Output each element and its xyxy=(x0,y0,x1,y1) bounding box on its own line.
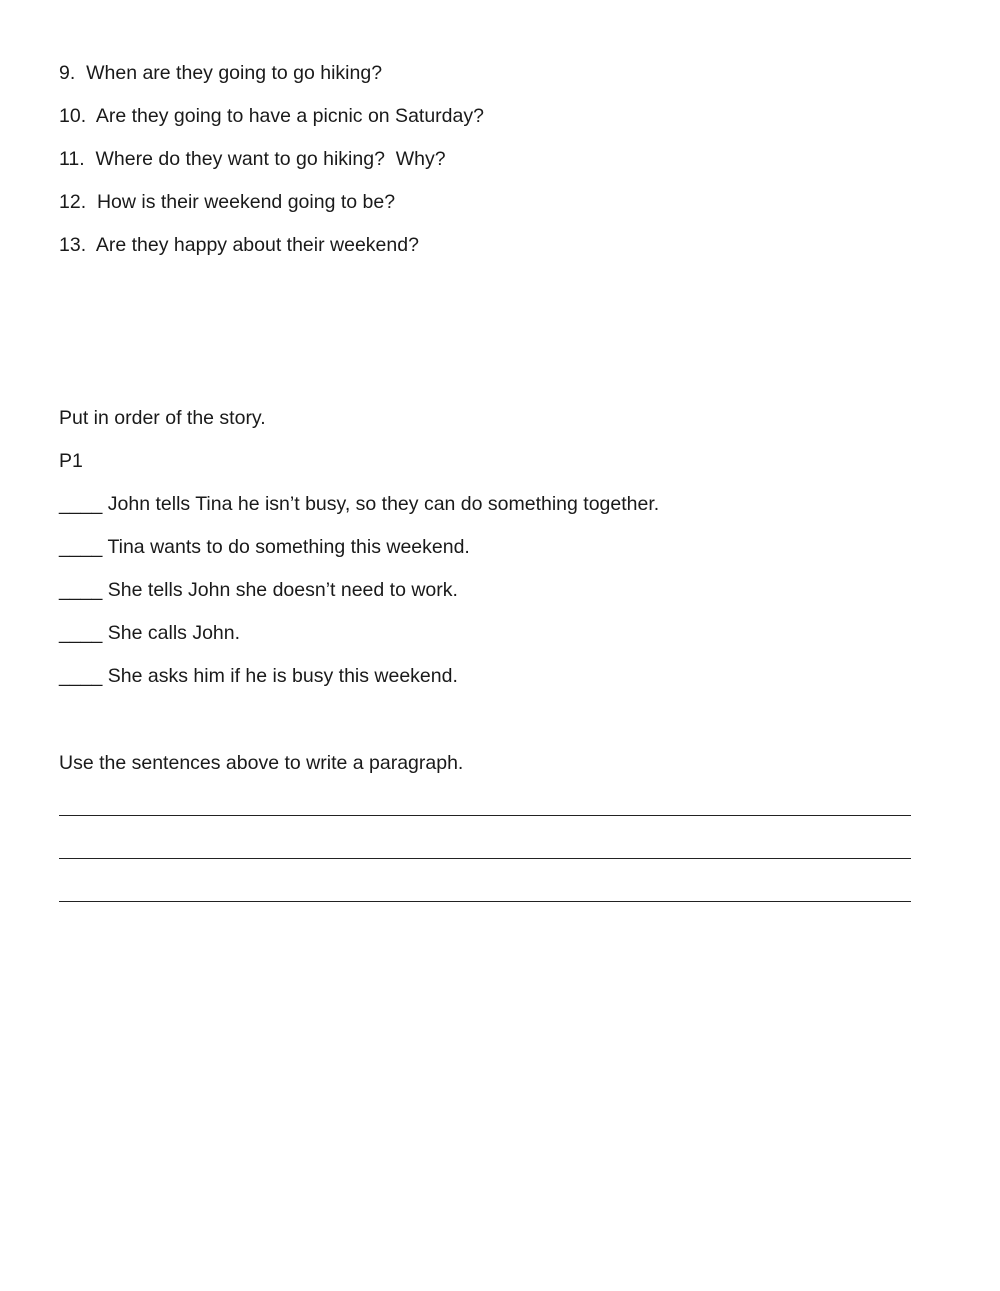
order-instruction: Put in order of the story. xyxy=(59,407,266,429)
writing-line-1[interactable] xyxy=(59,815,911,816)
question-11: 11. Where do they want to go hiking? Why? xyxy=(59,148,446,170)
paragraph-instruction: Use the sentences above to write a paragraph. xyxy=(59,752,464,774)
question-10: 10. Are they going to have a picnic on Saturday? xyxy=(59,105,484,127)
order-item-5[interactable]: ____ She asks him if he is busy this weekend. xyxy=(59,665,458,687)
writing-line-2[interactable] xyxy=(59,858,911,859)
writing-line-3[interactable] xyxy=(59,901,911,902)
order-item-1[interactable]: ____ John tells Tina he isn’t busy, so they can do something together. xyxy=(59,493,660,515)
order-item-2[interactable]: ____ Tina wants to do something this weekend. xyxy=(59,536,470,558)
order-item-4[interactable]: ____ She calls John. xyxy=(59,622,241,644)
question-12: 12. How is their weekend going to be? xyxy=(59,191,396,213)
order-item-3[interactable]: ____ She tells John she doesn’t need to work. xyxy=(59,579,458,601)
question-9: 9. When are they going to go hiking? xyxy=(59,62,383,84)
part-label: P1 xyxy=(59,450,83,472)
question-13: 13. Are they happy about their weekend? xyxy=(59,234,419,256)
